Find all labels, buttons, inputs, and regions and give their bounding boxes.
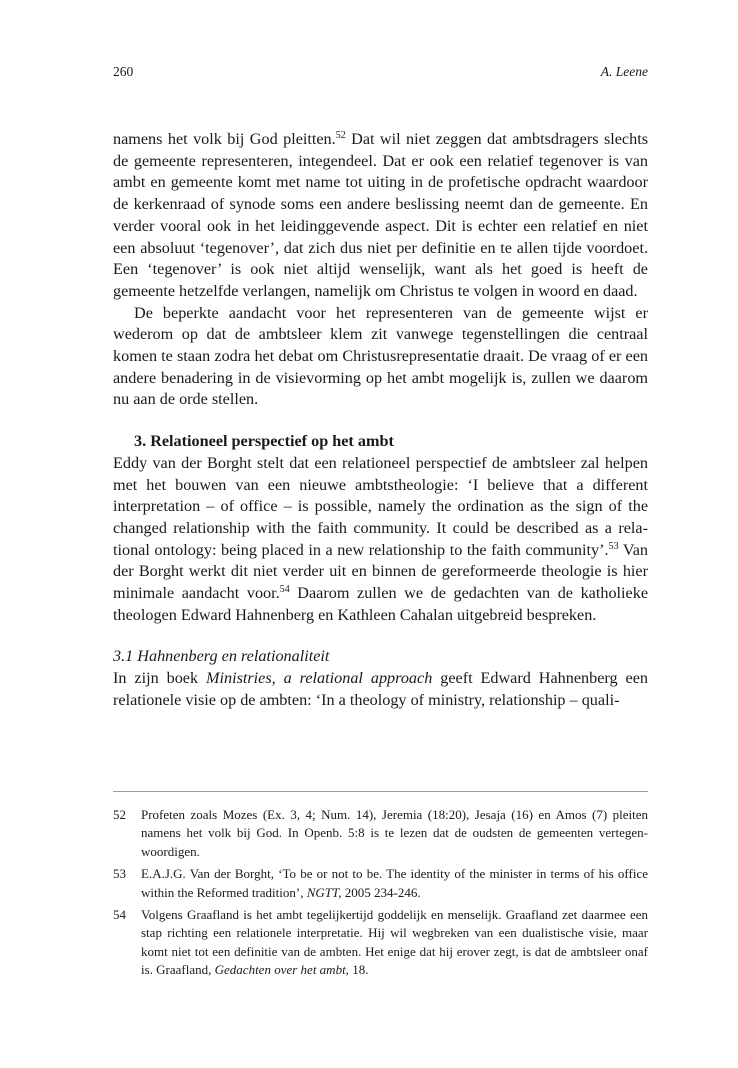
paragraph-4: In zijn boek Ministries, a relational approach geeft Edward Hahnenberg een relationele visie op de ambten: ‘In a theology of ministry, relationship – quali- — [113, 669, 648, 709]
page — [113, 0, 648, 1068]
footnote-ref-52[interactable]: 52 — [335, 130, 346, 141]
footnotes — [113, 806, 648, 984]
footnote-52 — [113, 806, 648, 861]
main-text — [113, 129, 648, 712]
subsection-heading-3-1: 3.1 Hahnenberg en relationaliteit — [113, 647, 330, 666]
footnote-number: 52 — [113, 807, 126, 822]
book-title: Ministries, a relational approach — [206, 669, 433, 688]
footnote-text: Volgens Graafland is het ambt tegelijkertijd goddelijk en menselijk. Graafland zet daarmee een stap richting een relationele interpretatie. Hij wil wegbreken van een dualistische visie, maar komt niet tot een definitie van de ambten. Het enige dat hij erover zegt, is dat de ambtsleer onaf is. Graafland, Gedachten over het ambt, 18. — [141, 907, 648, 978]
footnote-ref-53[interactable]: 53 — [608, 540, 619, 552]
footnote-54 — [113, 906, 648, 980]
footnote-text: Profeten zoals Mozes (Ex. 3, 4; Num. 14), Jeremia (18:20), Jesaja (16) en Amos (7) pleiten namens het volk bij God. In Openb. 5:8 is te lezen dat de oudsten de gemeenten vertegenwoordigen. — [141, 807, 648, 859]
paragraph-1: namens het volk bij God pleitten.$^{52}$ Dat wil niet zeggen dat ambtsdragers slechts de gemeente representeren, integendeel. Dat er ook een relatief tegenover is van ambt en gemeente komt met name tot uiting in de profetische opdracht waardoor de kerkenraad of synode soms een andere beslissing neemt dan de gemeente. En verder vooral ook in het leidinggevende aspect. Dit is echter een relatief en niet een absoluut ‘tegenover’, dat zich dus niet per definitie en te allen tijde voordoet. Een ‘tegenover’ is ook niet altijd wenselijk, want als het goed is heeft de gemeente hetzelfde verlangen, namelijk om Christus te volgen in woord en daad. — [113, 130, 648, 300]
footnote-number: 53 — [113, 866, 126, 882]
section-heading-3: 3. Relationeel perspectief op het ambt — [134, 432, 394, 451]
journal-title: NGTT, — [306, 884, 342, 900]
page-number: 260 — [113, 64, 134, 79]
footnote-ref-54[interactable]: 54 — [279, 584, 290, 596]
running-header — [113, 64, 648, 84]
footnote-53 — [113, 865, 648, 902]
paragraph-2: De beperkte aandacht voor het representeren van de gemeente wijst er wederom op dat de ambtsleer klem zit vanwege tegenstellingen die centraal komen te staan zodra het debat om Christusrepresentatie draait. De vraag of er een andere benadering in de visievorming op het ambt mogelijk is, zullen we daarom nu aan de orde stellen. — [113, 303, 648, 409]
paragraph-3: Eddy van der Borght stelt dat een relationeel perspectief de ambtsleer zal helpen met het bouwen van een nieuwe ambtstheologie: ‘I believe that a different interpretation – of office – is possible, namely the ordination as the sign of the changed relationship with the faith community. It could be described as a relational ontology: being placed in a new relationship to the faith community’.$^{53}$ Van der Borght werkt dit niet verder uit en binnen de gereformeerde theologie is hier minimale aandacht voor.$^{54}$ Daarom zullen we de gedachten van de katholieke theologen Edward Hahnenberg en Kathleen Cahalan uitgebreid bespreken. — [113, 453, 648, 624]
footnote-number: 54 — [113, 907, 126, 923]
running-head-author: A. Leene — [600, 64, 648, 79]
cited-title: Gedachten over het ambt, — [214, 962, 349, 978]
footnote-text: E.A.J.G. Van der Borght, ‘To be or not to be. The identity of the minister in terms of his office within the Reformed tradition’, NGTT, 2005 234-246. — [141, 866, 648, 900]
footnote-rule — [113, 791, 648, 792]
